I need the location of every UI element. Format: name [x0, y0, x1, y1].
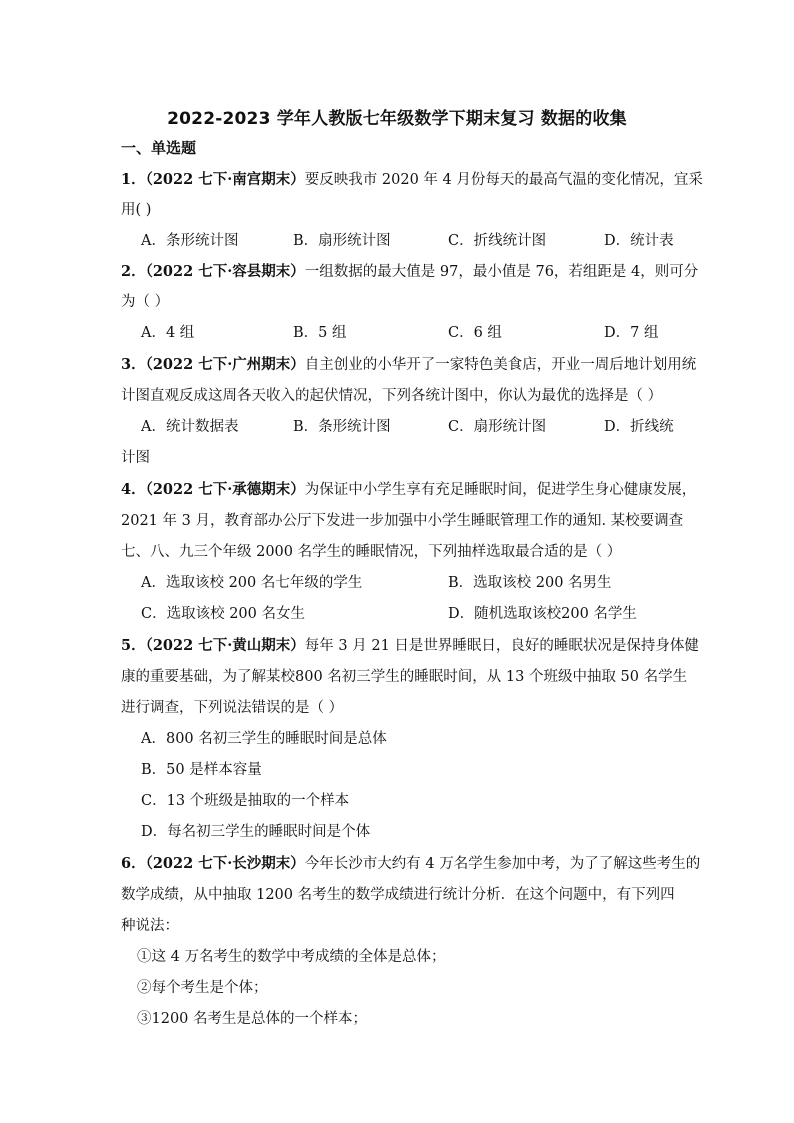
question-1: [121, 168, 703, 189]
option-a: A．800 名初三学生的睡眠时间是总体: [141, 731, 387, 747]
question-4: [121, 478, 696, 499]
question-5: [121, 634, 699, 655]
option-d: D．每名初三学生的睡眠时间是个体: [141, 824, 371, 840]
option-a: A．条形统计图: [141, 233, 239, 249]
option-d: D．7 组: [604, 325, 659, 341]
option-d: D．统计表: [604, 233, 674, 249]
question-number: 6．: [121, 855, 146, 872]
question-source: （2022 七下·南宫期末）: [145, 171, 305, 188]
option-c: C．折线统计图: [448, 233, 547, 249]
question-text: 为保证中小学生享有充足睡眠时间，促进学生身心健康发展，: [304, 482, 697, 498]
question-text: 今年长沙市大约有 4 万名学生参加中考，为了了解这些考生的: [304, 856, 701, 872]
option-b: B．选取该校 200 名男生: [448, 575, 612, 591]
option-c: C．选取该校 200 名女生: [141, 606, 305, 622]
question-text: 每年 3 月 21 日是世界睡眠日，良好的睡眠状况是保持身体健: [304, 638, 699, 654]
option-b: B．5 组: [293, 325, 347, 341]
question-source: （2022 七下·广州期末）: [145, 356, 305, 373]
question-number: 5．: [121, 637, 146, 654]
statement-2: ②每个考生是个体；: [137, 980, 268, 996]
question-text-line: 2021 年 3 月，教育部办公厅下发进一步加强中小学生睡眠管理工作的通知. 某校要调查: [121, 513, 684, 529]
option-b: B．50 是样本容量: [141, 762, 262, 778]
question-source: （2022 七下·长沙期末）: [145, 855, 305, 872]
option-d: D．折线统: [604, 419, 674, 435]
option-a: A．统计数据表: [141, 419, 239, 435]
question-source: （2022 七下·黄山期末）: [145, 637, 305, 654]
statement-1: ①这 4 万名考生的数学中考成绩的全体是总体；: [137, 949, 446, 965]
document-title: 2022-2023 学年人教版七年级数学下期末复习 数据的收集: [167, 109, 627, 129]
question-text: 一组数据的最大值是 97，最小值是 76，若组距是 4，则可分: [304, 264, 699, 280]
option-a: A．4 组: [141, 325, 195, 341]
option-a: A．选取该校 200 名七年级的学生: [141, 575, 363, 591]
question-source: （2022 七下·承德期末）: [145, 481, 305, 498]
question-number: 4．: [121, 481, 146, 498]
option-c: C．6 组: [448, 325, 502, 341]
question-number: 1．: [121, 171, 146, 188]
question-text-line: 数学成绩，从中抽取 1200 名考生的数学成绩进行统计分析．在这个问题中，有下列四: [121, 887, 675, 903]
option-d: D．随机选取该校200 名学生: [448, 606, 637, 622]
option-c: C．13 个班级是抽取的一个样本: [141, 793, 350, 809]
question-number: 3．: [121, 356, 146, 373]
question-number: 2．: [121, 263, 146, 280]
question-source: （2022 七下·容县期末）: [145, 263, 305, 280]
question-6: [121, 852, 700, 873]
question-text-line: 用( ): [121, 202, 152, 218]
question-text-line: 计图直观反成这周各天收入的起伏情况，下列各统计图中，你认为最优的选择是（ ）: [121, 388, 663, 404]
option-c: C．扇形统计图: [448, 419, 547, 435]
question-text: 要反映我市 2020 年 4 月份每天的最高气温的变化情况，宜采: [304, 172, 703, 188]
question-text-line: 种说法：: [121, 918, 179, 934]
question-text-line: 康的重要基础，为了解某校800 名初三学生的睡眠时间，从 13 个班级中抽取 50 名学生: [121, 669, 688, 685]
question-text-line: 七、八、九三个年级 2000 名学生的睡眠情况，下列抽样选取最合适的是（ ）: [121, 544, 622, 560]
option-b: B．条形统计图: [293, 419, 391, 435]
question-text-line: 为（ ）: [121, 294, 170, 310]
question-text: 自主创业的小华开了一家特色美食店，开业一周后地计划用统: [304, 357, 697, 373]
question-text-line: 进行调查，下列说法错误的是（ ）: [121, 700, 344, 716]
question-2: [121, 260, 698, 281]
statement-3: ③1200 名考生是总体的一个样本；: [137, 1011, 368, 1027]
question-3: [121, 353, 696, 374]
option-b: B．扇形统计图: [293, 233, 391, 249]
question-text-line: 计图: [121, 450, 150, 466]
section-heading: 一、单选题: [121, 139, 197, 157]
